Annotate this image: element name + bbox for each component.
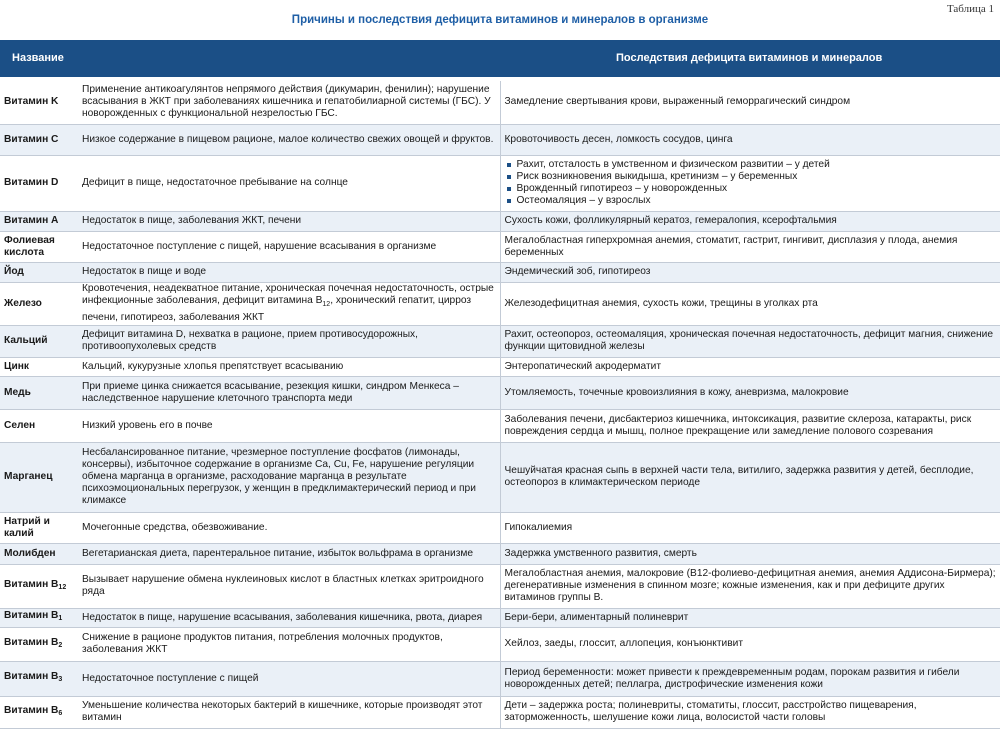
row-cause: Применение антикоагулянтов непрямого действия (дикумарин, фенилин); нарушение всасывания в ЖКТ при заболеваниях кишечника и гепатобилиарной системы (ГБС). У новорожденных с функциональной незрелостью ГБС. bbox=[78, 81, 500, 124]
row-effect: Мегалобластная гиперхромная анемия, стоматит, гастрит, гингивит, дисплазия у плода, анемия беременных bbox=[500, 231, 1000, 262]
row-cause bbox=[78, 282, 500, 325]
row-cause: Низкий уровень его в почве bbox=[78, 409, 500, 442]
row-cause: Дефицит в пище, недостаточное пребывание на солнце bbox=[78, 155, 500, 211]
row-effect bbox=[500, 155, 1000, 211]
row-cause: Мочегонные средства, обезвоживание. bbox=[78, 512, 500, 543]
row-cause: Уменьшение количества некоторых бактерий в кишечнике, которые производят этот витамин bbox=[78, 696, 500, 728]
row-cause: Недостаток в пище, заболевания ЖКТ, печени bbox=[78, 211, 500, 231]
row-cause: Дефицит витамина D, нехватка в рационе, прием противосудорожных, противоопухолевых средств bbox=[78, 325, 500, 357]
row-effect: Энтеропатический акродерматит bbox=[500, 357, 1000, 376]
row-name: Селен bbox=[0, 409, 78, 442]
row-name: Цинк bbox=[0, 357, 78, 376]
row-name bbox=[0, 661, 78, 696]
vitamin-subscript: 12 bbox=[58, 583, 67, 591]
table-row bbox=[0, 325, 1000, 357]
table-row bbox=[0, 608, 1000, 627]
row-name bbox=[0, 608, 78, 627]
row-effect: Кровоточивость десен, ломкость сосудов, цинга bbox=[500, 124, 1000, 155]
row-effect: Эндемический зоб, гипотиреоз bbox=[500, 262, 1000, 282]
table-row bbox=[0, 262, 1000, 282]
row-effect: Чешуйчатая красная сыпь в верхней части тела, витилиго, задержка развития у детей, бесплодие, остеопороз в климактерическом периоде bbox=[500, 442, 1000, 512]
row-effect: Дети – задержка роста; полиневриты, стоматиты, глоссит, расстройство пищеварения, заторможенность, шелушение кожи лица, волосистой части головы bbox=[500, 696, 1000, 728]
row-cause: Вызывает нарушение обмена нуклеиновых кислот в бластных клетках эритроидного ряда bbox=[78, 564, 500, 608]
vitamin-name: Витамин B bbox=[4, 636, 59, 648]
table-row bbox=[0, 543, 1000, 564]
header-name: Название bbox=[12, 52, 64, 64]
row-cause: Недостаточное поступление с пищей bbox=[78, 661, 500, 696]
row-cause: Несбалансированное питание, чрезмерное поступление фосфатов (лимонады, консервы), избыточное содержание в организме Ca, Cu, Fe, нарушение регуляции обмена марганца в организме, расходование марганца в результате психоэмоциональных перегрузок, у женщин в предклимактерический период и при климаксе bbox=[78, 442, 500, 512]
table-row bbox=[0, 564, 1000, 608]
vitamin-name: Витамин B bbox=[4, 671, 59, 682]
row-effect: Замедление свертывания крови, выраженный геморрагический синдром bbox=[500, 81, 1000, 124]
effect-bullet: Врожденный гипотиреоз – у новорожденных bbox=[517, 183, 997, 195]
row-name: Йод bbox=[0, 262, 78, 282]
vitamin-subscript: 6 bbox=[58, 709, 63, 717]
row-effect: Сухость кожи, фолликулярный кератоз, гемералопия, ксерофтальмия bbox=[500, 211, 1000, 231]
page-title: Причины и последствия дефицита витаминов и минералов в организме bbox=[291, 14, 709, 26]
row-name: Фолиевая кислота bbox=[0, 231, 78, 262]
row-cause: Недостаток в пище, нарушение всасывания, заболевания кишечника, рвота, диарея bbox=[78, 608, 500, 627]
row-cause: При приеме цинка снижается всасывание, резекция кишки, синдром Менкеса – наследственное нарушение клеточного транспорта меди bbox=[78, 376, 500, 409]
row-name: Витамин А bbox=[0, 211, 78, 231]
header-consequences: Последствия дефицита витаминов и минералов bbox=[616, 52, 883, 64]
table-row bbox=[0, 442, 1000, 512]
row-cause: Недостаточное поступление с пищей, нарушение всасывания в организме bbox=[78, 231, 500, 262]
table-number: Таблица 1 bbox=[946, 3, 994, 15]
deficiency-table bbox=[0, 81, 1000, 729]
row-cause: Недостаток в пище и воде bbox=[78, 262, 500, 282]
vitamin-name: Витамин B bbox=[4, 578, 59, 590]
table-row bbox=[0, 282, 1000, 325]
table-row bbox=[0, 409, 1000, 442]
row-name bbox=[0, 627, 78, 661]
table-row bbox=[0, 376, 1000, 409]
row-name bbox=[0, 564, 78, 608]
row-effect: Хейлоз, заеды, глоссит, аллопеция, конъюнктивит bbox=[500, 627, 1000, 661]
table-row bbox=[0, 512, 1000, 543]
row-name: Кальций bbox=[0, 325, 78, 357]
row-effect: Рахит, остеопороз, остеомаляция, хроническая почечная недостаточность, дефицит магния, снижение функции щитовидной железы bbox=[500, 325, 1000, 357]
effect-bullet: Рахит, отсталость в умственном и физическом развитии – у детей bbox=[517, 159, 997, 171]
effect-bullet: Остеомаляция – у взрослых bbox=[517, 195, 997, 207]
row-name: Молибден bbox=[0, 543, 78, 564]
effect-bullet: Риск возникновения выкидыша, кретинизм – у беременных bbox=[517, 171, 997, 183]
row-effect: Заболевания печени, дисбактериоз кишечника, интоксикация, развитие склероза, катаракты, риск повреждения сердца и мышц, полное прекращение или замедление полового созревания bbox=[500, 409, 1000, 442]
table-row bbox=[0, 211, 1000, 231]
row-effect: Гипокалиемия bbox=[500, 512, 1000, 543]
table-row bbox=[0, 661, 1000, 696]
row-effect: Бери-бери, алиментарный полиневрит bbox=[500, 608, 1000, 627]
vitamin-name: Витамин B bbox=[4, 704, 59, 716]
table-row bbox=[0, 627, 1000, 661]
row-name: Натрий и калий bbox=[0, 512, 78, 543]
table-row bbox=[0, 124, 1000, 155]
row-effect: Задержка умственного развития, смерть bbox=[500, 543, 1000, 564]
vitamin-subscript: 3 bbox=[58, 676, 63, 683]
row-cause: Низкое содержание в пищевом рационе, малое количество свежих овощей и фруктов. bbox=[78, 124, 500, 155]
row-effect: Мегалобластная анемия, малокровие (B12-фолиево-дефицитная анемия, анемия Аддисона-Бирмера); дегенеративные изменения в спинном мозге; кожные изменения, как и при дефиците других витаминов группы B. bbox=[500, 564, 1000, 608]
vitamin-subscript: 12 bbox=[322, 301, 331, 309]
row-cause: Кальций, кукурузные хлопья препятствует всасыванию bbox=[78, 357, 500, 376]
vitamin-subscript: 1 bbox=[58, 615, 63, 622]
vitamin-name: Витамин B bbox=[4, 610, 59, 621]
row-name: Витамин D bbox=[0, 155, 78, 211]
cause-text: Кровотечения, неадекватное питание, хроническая почечная недостаточность, острые инфекционные заболевания, дефицит витамина B bbox=[82, 283, 494, 307]
row-name bbox=[0, 696, 78, 728]
table-header bbox=[0, 40, 1000, 77]
row-name: Витамин C bbox=[0, 124, 78, 155]
vitamin-subscript: 2 bbox=[58, 641, 63, 649]
row-effect: Утомляемость, точечные кровоизлияния в кожу, аневризма, малокровие bbox=[500, 376, 1000, 409]
row-cause: Вегетарианская диета, парентеральное питание, избыток вольфрама в организме bbox=[78, 543, 500, 564]
row-name: Витамин K bbox=[0, 81, 78, 124]
row-effect: Железодефицитная анемия, сухость кожи, трещины в уголках рта bbox=[500, 282, 1000, 325]
row-name: Марганец bbox=[0, 442, 78, 512]
table-row bbox=[0, 155, 1000, 211]
table-row bbox=[0, 357, 1000, 376]
row-cause: Снижение в рационе продуктов питания, потребления молочных продуктов, заболевания ЖКТ bbox=[78, 627, 500, 661]
table-row bbox=[0, 81, 1000, 124]
cause-text: , хронический гепатит, цирроз печени, гипотиреоз, заболевания ЖКТ bbox=[82, 295, 472, 323]
row-name: Медь bbox=[0, 376, 78, 409]
table-row bbox=[0, 696, 1000, 728]
table-row bbox=[0, 231, 1000, 262]
row-name: Железо bbox=[0, 282, 78, 325]
row-effect: Период беременности: может привести к преждевременным родам, порокам развития и гибели новорожденных детей; пеллагра, дистрофические изменения кожи bbox=[500, 661, 1000, 696]
